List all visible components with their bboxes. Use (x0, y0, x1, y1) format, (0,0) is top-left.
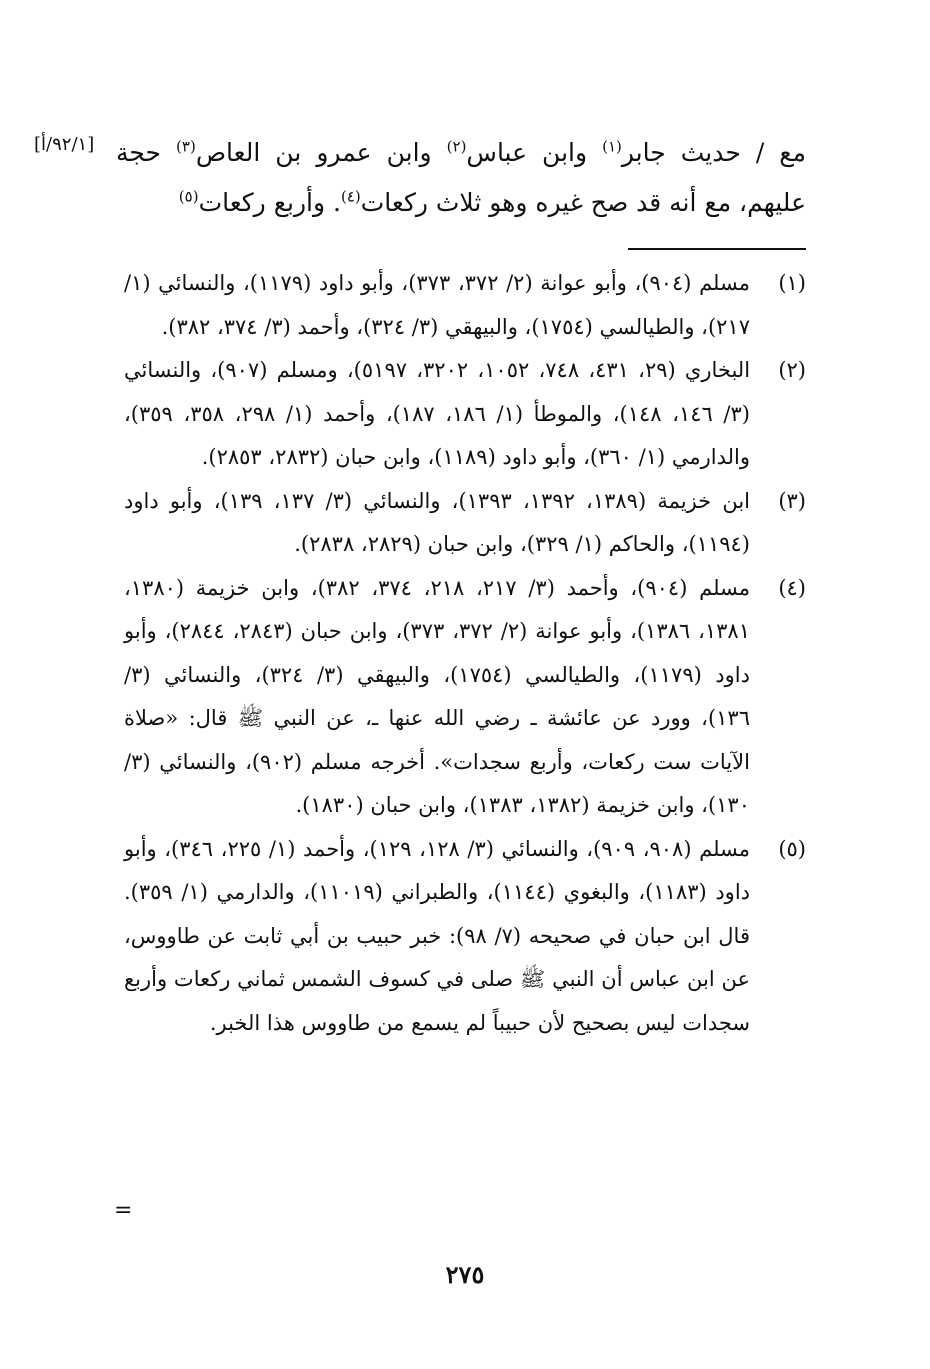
footnote-ref-3[interactable]: (٣) (176, 137, 196, 156)
footnote-number: (٣) (778, 488, 806, 513)
footnote-5 (124, 828, 806, 1046)
footnote-ref-2[interactable]: (٢) (446, 137, 467, 156)
footnote-3 (124, 480, 806, 567)
footnote-number: (٢) (778, 358, 806, 382)
footnote-number: (٥) (778, 836, 806, 861)
main-text-segment: وابن عباس (466, 138, 603, 167)
continuation-mark: = (114, 1198, 133, 1223)
main-text-paragraph (116, 128, 806, 228)
page-number: ٢٧٥ (445, 1260, 485, 1289)
footnotes-section (124, 262, 806, 1045)
footnote-ref-4[interactable]: (٤) (340, 187, 361, 206)
footnote-separator (628, 248, 806, 250)
main-text-segment: مع / حديث جابر (621, 138, 806, 167)
main-text-segment: حجة عليهم، مع أنه قد صح غيره وهو ثلاث ركعات (116, 138, 806, 217)
footnote-ref-1[interactable]: (١) (602, 137, 622, 156)
footnote-text: ابن خزيمة (١٣٨٩، ١٣٩٢، ١٣٩٣)، والنسائي (٣/ ١٣٧، ١٣٩)، وأبو داود (١١٩٤)، والحاكم (١/ ٣٢٩)، وابن حبان (٢٨٢٩، ٢٨٣٨). (124, 488, 750, 556)
footnote-ref-5[interactable]: (٥) (178, 187, 199, 206)
main-text-segment: . وأربع ركعات (198, 188, 341, 217)
footnote-text: البخاري (٢٩، ٤٣١، ٧٤٨، ١٠٥٢، ٣٢٠٢، ٥١٩٧)، ومسلم (٩٠٧)، والنسائي (٣/ ١٤٦، ١٤٨)، والموطأ (١/ ١٨٦، ١٨٧)، وأحمد (١/ ٢٩٨، ٣٥٨، ٣٥٩)، والدارمي (١/ ٣٦٠)، وأبو داود (١١٨٩)، وابن حبان (٢٨٣٢، ٢٨٥٣). (124, 358, 751, 469)
main-text-segment: وابن عمرو بن العاص (195, 138, 447, 167)
footnote-text: مسلم (٩٠٤)، وأحمد (٣/ ٢١٧، ٢١٨، ٣٧٤، ٣٨٢)، وابن خزيمة (١٣٨٠، ١٣٨١، ١٣٨٦)، وأبو عوانة (٢/ ٣٧٢، ٣٧٣)، وابن حبان (٢٨٤٣، ٢٨٤٤)، وأبو داود (١١٧٩)، والطيالسي (١٧٥٤)، والبيهقي (٣/ ٣٢٤)، والنسائي (٣/ ١٣٦)، وورد عن عائشة ـ رضي الله عنها ـ، عن النبي ﷺ قال: «صلاة الآيات ست ركعات، وأربع سجدات». أخرجه مسلم (٩٠٢)، والنسائي (٣/ ١٣٠)، وابن خزيمة (١٣٨٢، ١٣٨٣)، وابن حبان (١٨٣٠). (124, 575, 751, 817)
footnote-4 (124, 567, 806, 828)
footnote-2 (124, 349, 806, 480)
footnote-text: مسلم (٩٠٨، ٩٠٩)، والنسائي (٣/ ١٢٨، ١٢٩)، وأحمد (١/ ٢٢٥، ٣٤٦)، وأبو داود (١١٨٣)، والبغوي (١١٤٤)، والطبراني (١١٠١٩)، والدارمي (١/ ٣٥٩). قال ابن حبان في صحيحه (٧/ ٩٨): خبر حبيب بن أبي ثابت عن طاووس، عن ابن عباس أن النبي ﷺ صلى في كسوف الشمس ثماني ركعات وأربع سجدات ليس بصحيح لأن حبيباً لم يسمع من طاووس هذا الخبر. (124, 836, 751, 1035)
footnote-1 (124, 262, 806, 349)
footnote-text: مسلم (٩٠٤)، وأبو عوانة (٢/ ٣٧٢، ٣٧٣)، وأبو داود (١١٧٩)، والنسائي (١/ ٢١٧)، والطيالسي (١٧٥٤)، والبيهقي (٣/ ٣٢٤)، وأحمد (٣/ ٣٧٤، ٣٨٢). (124, 271, 750, 339)
footnote-number: (٤) (778, 575, 806, 600)
footnote-number: (١) (778, 271, 806, 295)
manuscript-folio-reference: [٩٢/١/أ] (34, 134, 95, 155)
